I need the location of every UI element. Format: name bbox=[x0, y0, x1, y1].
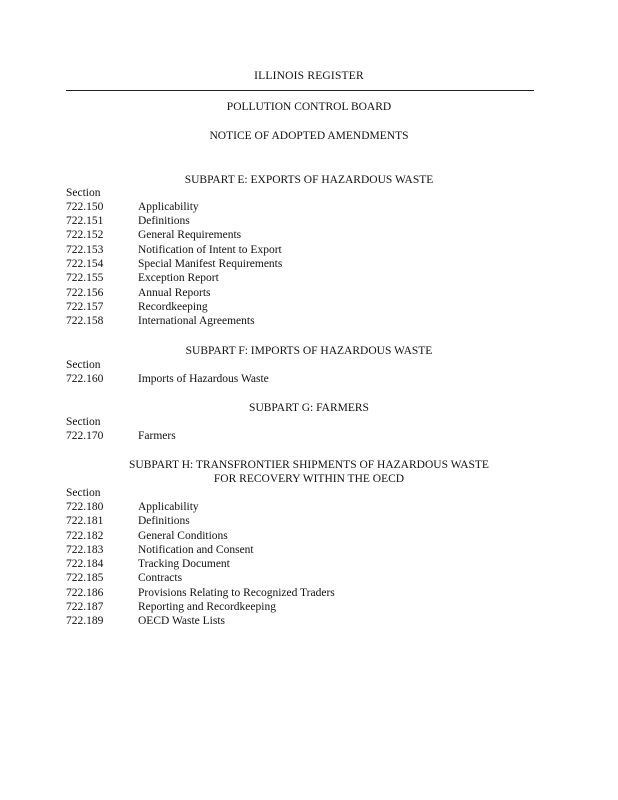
section-number: 722.160 bbox=[66, 373, 104, 385]
subpart-h-heading: SUBPART H: TRANSFRONTIER SHIPMENTS OF HAZARDOUS WASTE bbox=[129, 459, 489, 471]
section-row bbox=[66, 558, 546, 572]
section-title: Applicability bbox=[138, 201, 199, 213]
section-number: 722.153 bbox=[66, 244, 104, 256]
subpart-g-section-label: Section bbox=[66, 416, 101, 428]
section-number: 722.189 bbox=[66, 615, 104, 627]
section-number: 722.154 bbox=[66, 258, 104, 270]
section-title: Contracts bbox=[138, 572, 183, 584]
section-number: 722.187 bbox=[66, 601, 104, 613]
section-number: 722.158 bbox=[66, 315, 104, 327]
section-number: 722.185 bbox=[66, 572, 104, 584]
section-row bbox=[66, 373, 546, 387]
subpart-f-section-label: Section bbox=[66, 359, 101, 371]
section-row bbox=[66, 287, 546, 301]
section-title: Definitions bbox=[138, 515, 190, 527]
section-row bbox=[66, 601, 546, 615]
section-row bbox=[66, 258, 546, 272]
section-title: Definitions bbox=[138, 215, 190, 227]
section-title: Annual Reports bbox=[138, 287, 211, 299]
section-row bbox=[66, 244, 546, 258]
section-number: 722.183 bbox=[66, 544, 104, 556]
section-number: 722.156 bbox=[66, 287, 104, 299]
section-number: 722.170 bbox=[66, 430, 104, 442]
subpart-e-section-label: Section bbox=[66, 187, 101, 199]
register-title: ILLINOIS REGISTER bbox=[254, 70, 364, 82]
section-title: International Agreements bbox=[138, 315, 255, 327]
section-title: OECD Waste Lists bbox=[138, 615, 226, 627]
section-title: Tracking Document bbox=[138, 558, 230, 570]
section-title: General Requirements bbox=[138, 229, 242, 241]
section-row bbox=[66, 515, 546, 529]
section-row bbox=[66, 587, 546, 601]
section-number: 722.150 bbox=[66, 201, 104, 213]
section-row bbox=[66, 572, 546, 586]
section-row bbox=[66, 215, 546, 229]
section-title: Notification and Consent bbox=[138, 544, 254, 556]
section-title: Imports of Hazardous Waste bbox=[138, 373, 269, 385]
section-number: 722.184 bbox=[66, 558, 104, 570]
subpart-f-heading: SUBPART F: IMPORTS OF HAZARDOUS WASTE bbox=[185, 345, 433, 357]
section-title: Exception Report bbox=[138, 272, 219, 284]
section-row bbox=[66, 229, 546, 243]
section-row bbox=[66, 501, 546, 515]
subpart-g-heading: SUBPART G: FARMERS bbox=[249, 402, 369, 414]
section-title: Provisions Relating to Recognized Traders bbox=[138, 587, 335, 599]
section-row bbox=[66, 615, 546, 629]
section-row bbox=[66, 201, 546, 215]
section-title: Applicability bbox=[138, 501, 199, 513]
section-row bbox=[66, 315, 546, 329]
section-number: 722.152 bbox=[66, 229, 104, 241]
header-divider bbox=[66, 90, 534, 91]
section-row bbox=[66, 272, 546, 286]
section-number: 722.180 bbox=[66, 501, 104, 513]
section-title: Recordkeeping bbox=[138, 301, 208, 313]
section-number: 722.157 bbox=[66, 301, 104, 313]
section-title: General Conditions bbox=[138, 530, 228, 542]
notice-title: NOTICE OF ADOPTED AMENDMENTS bbox=[209, 130, 409, 142]
section-number: 722.155 bbox=[66, 272, 104, 284]
section-number: 722.186 bbox=[66, 587, 104, 599]
section-number: 722.182 bbox=[66, 530, 104, 542]
subpart-h-section-label: Section bbox=[66, 487, 101, 499]
section-number: 722.181 bbox=[66, 515, 104, 527]
subpart-e-heading: SUBPART E: EXPORTS OF HAZARDOUS WASTE bbox=[184, 174, 434, 186]
section-row bbox=[66, 544, 546, 558]
section-title: Notification of Intent to Export bbox=[138, 244, 282, 256]
section-title: Reporting and Recordkeeping bbox=[138, 601, 276, 613]
subpart-h-heading-line2: FOR RECOVERY WITHIN THE OECD bbox=[213, 473, 405, 485]
section-title: Special Manifest Requirements bbox=[138, 258, 283, 270]
section-row bbox=[66, 430, 546, 444]
section-title: Farmers bbox=[138, 430, 176, 442]
section-row bbox=[66, 301, 546, 315]
section-number: 722.151 bbox=[66, 215, 104, 227]
section-row bbox=[66, 530, 546, 544]
board-name: POLLUTION CONTROL BOARD bbox=[226, 101, 392, 113]
